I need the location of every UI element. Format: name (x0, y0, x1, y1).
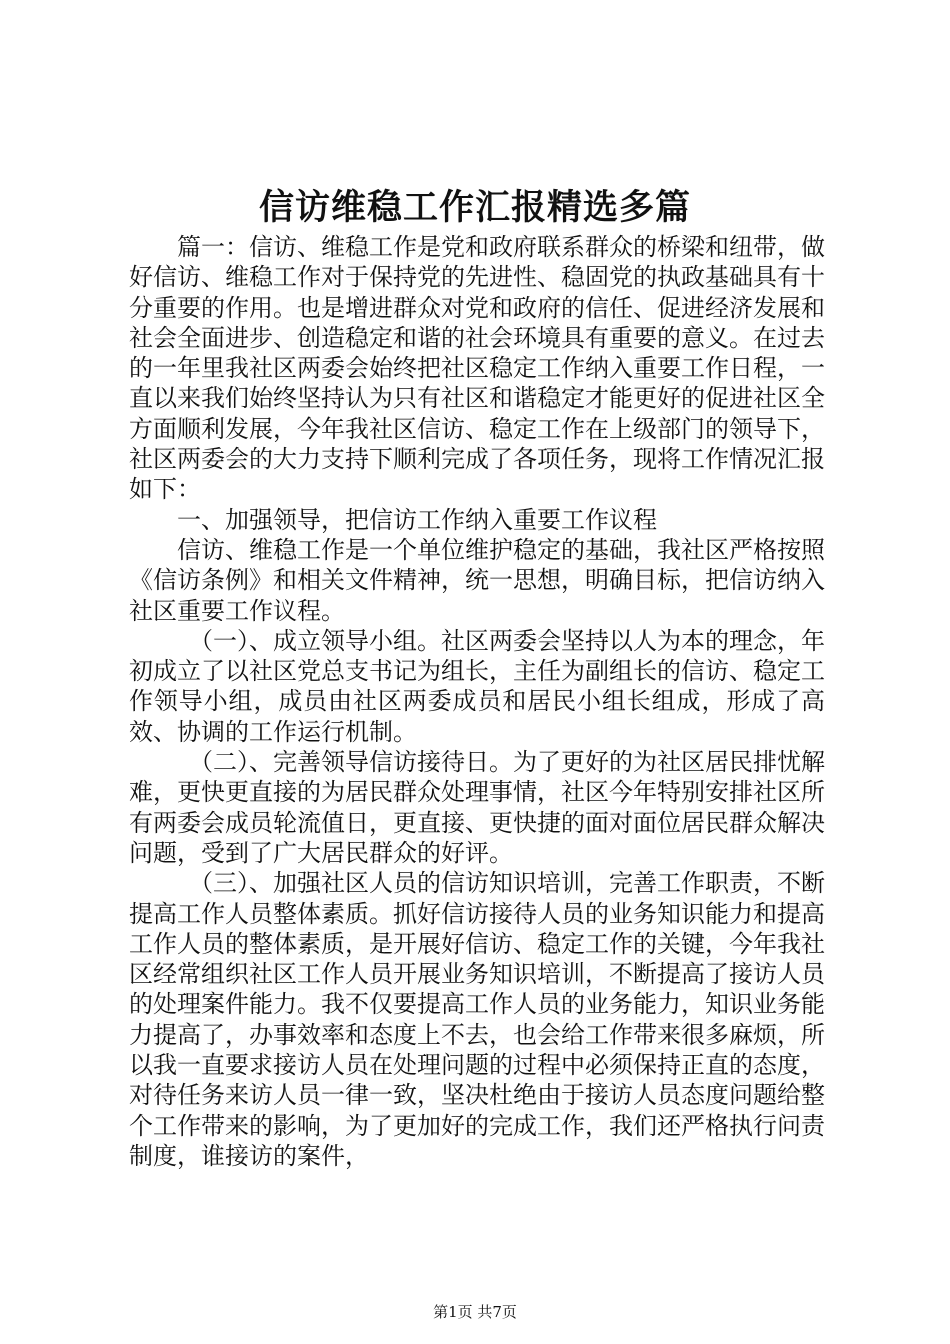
paragraph-item-1: （一）、成立领导小组。社区两委会坚持以人为本的理念，年初成立了以社区党总支书记为组长，主任为副组长的信访、稳定工作领导小组，成员由社区两委成员和居民小组长组成，形成了高效、协调的工作运行机制。 (129, 626, 825, 746)
document-title: 信访维稳工作汇报精选多篇 (258, 187, 691, 228)
paragraph-intro: 篇一：信访、维稳工作是党和政府联系群众的桥梁和纽带，做好信访、维稳工作对于保持党的先进性、稳固党的执政基础具有十分重要的作用。也是增进群众对党和政府的信任、促进经济发展和社会全面进步、创造稳定和谐的社会环境具有重要的意义。在过去的一年里我社区两委会始终把社区稳定工作纳入重要工作日程，一直以来我们始终坚持认为只有社区和谐稳定才能更好的促进社区全方面顺利发展，今年我社区信访、稳定工作在上级部门的领导下，社区两委会的大力支持下顺利完成了各项任务，现将工作情况汇报如下： (129, 233, 825, 504)
section-heading: 一、加强领导，把信访工作纳入重要工作议程 (177, 505, 657, 534)
paragraph-item-3: （三）、加强社区人员的信访知识培训，完善工作职责，不断提高工作人员整体素质。抓好信访接待人员的业务知识能力和提高工作人员的整体素质，是开展好信访、稳定工作的关键，今年我社区经常组织社区工作人员开展业务知识培训，不断提高了接访人员的处理案件能力。我不仅要提高工作人员的业务能力，知识业务能力提高了，办事效率和态度上不去，也会给工作带来很多麻烦，所以我一直要求接访人员在处理问题的过程中必须保持正直的态度，对待任务来访人员一律一致，坚决杜绝由于接访人员态度问题给整个工作带来的影响，为了更加好的完成工作，我们还严格执行问责制度，谁接访的案件， (129, 869, 825, 1170)
paragraph-section-1: 信访、维稳工作是一个单位维护稳定的基础，我社区严格按照《信访条例》和相关文件精神，统一思想，明确目标，把信访纳入社区重要工作议程。 (129, 535, 825, 625)
paragraph-item-2: （二）、完善领导信访接待日。为了更好的为社区居民排忧解难，更快更直接的为居民群众处理事情，社区今年特别安排社区所有两委会成员轮流值日，更直接、更快捷的面对面位居民群众解决问题，受到了广大居民群众的好评。 (129, 748, 825, 867)
page-footer: 第1页 共7页 (433, 1303, 517, 1321)
document-body (129, 232, 825, 1171)
